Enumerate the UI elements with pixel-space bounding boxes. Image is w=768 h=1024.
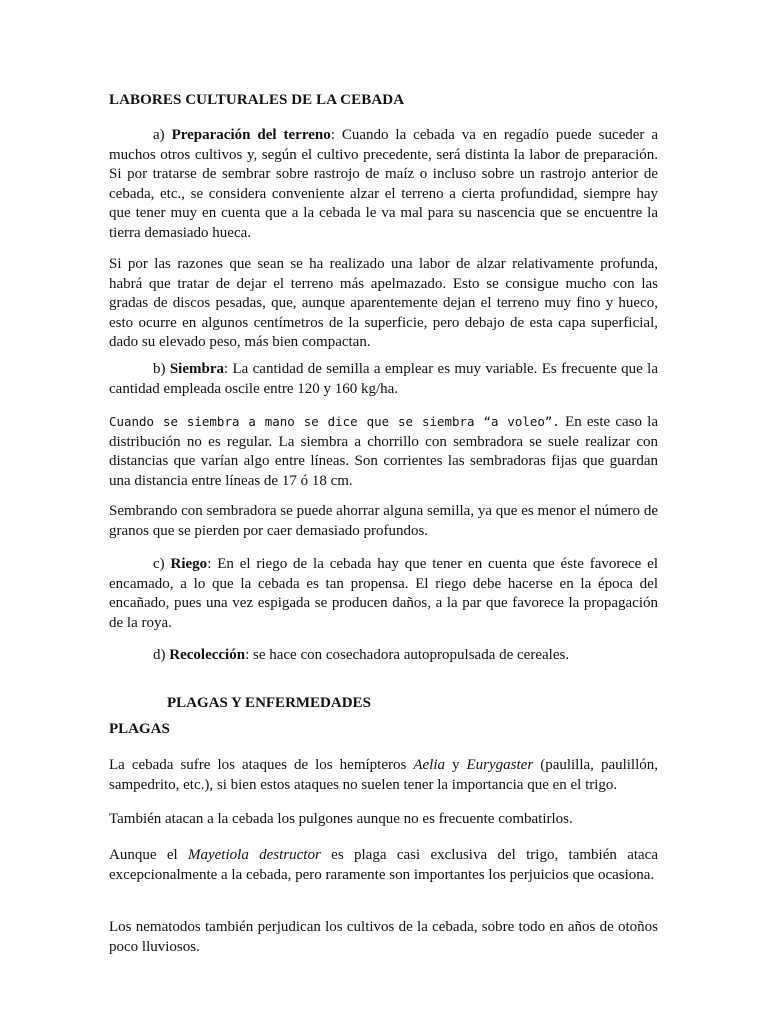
species-name: Eurygaster xyxy=(466,757,534,773)
paragraph-text: : Cuando la cebada va en regadío puede suceder a muchos otros cultivos y, según el cultivo precedente, será distinta la labor de preparación. Si por tratarse de sembrar sobre rastrojo de maíz o incluso sobre un rastrojo anterior de cebada, etc., se considera conveniente alzar el terreno a cierta profundidad, siempre hay que tener muy en cuenta que a la cebada le va mal para su nascencia que se encuentre la tierra demasiado hueca. xyxy=(109,127,659,241)
paragraph-text: La cebada sufre los ataques de los hemípteros xyxy=(109,757,414,773)
paragraph-siembra-3: Sembrando con sembradora se puede ahorrar alguna semilla, ya que es menor el número de granos que se pierden por caer demasiado profundos. xyxy=(109,503,658,539)
item-heading: Preparación del terreno xyxy=(171,127,331,143)
paragraph-plagas-2: También atacan a la cebada los pulgones aunque no es frecuente combatirlos. xyxy=(109,811,573,827)
section-title: PLAGAS Y ENFERMEDADES xyxy=(167,695,371,711)
document-title: LABORES CULTURALES DE LA CEBADA xyxy=(109,92,405,108)
paragraph-text: (paulilla, paulillón, sampedrito, etc.), si bien estos ataques no suelen tener la importancia que en el trigo. xyxy=(109,757,659,793)
paragraph-preparacion-2: Si por las razones que sean se ha realizado una labor de alzar relativamente profunda, habrá que tratar de dejar el terreno más apelmazado. Esto se consigue mucho con las gradas de discos pesadas, que, aunque aparentemente dejan el terreno muy fino y hueco, esto ocurre en algunos centímetros de la superficie, pero debajo de esta capa superficial, dado su elevado peso, más bien compactan. xyxy=(109,256,658,350)
item-heading: Recolección xyxy=(169,647,246,663)
paragraph-text: y xyxy=(444,757,467,773)
paragraph-text: es plaga casi exclusiva del trigo, también ataca excepcionalmente a la cebada, pero raramente son importantes los perjuicios que ocasiona. xyxy=(109,847,658,883)
species-name: Mayetiola destructor xyxy=(188,847,321,863)
item-label: b) xyxy=(153,361,170,377)
paragraph-text: Aunque el xyxy=(109,847,188,863)
item-label: a) xyxy=(153,127,172,143)
subheading-plagas: PLAGAS xyxy=(109,721,170,737)
paragraph-plagas-1 xyxy=(109,756,658,795)
species-name: Aelia xyxy=(413,757,445,773)
paragraph-text: : En el riego de la cebada hay que tener en cuenta que éste favorece el encamado, a lo que la cebada es tan propensa. El riego debe hacerse en la época del encañado, pues una vez espigada se producen daños, a la par que favorece la propagación de la roya. xyxy=(109,556,659,631)
item-label: d) xyxy=(153,647,170,663)
item-label: c) xyxy=(153,556,171,572)
monospace-sentence: Cuando se siembra a mano se dice que se siembra “a voleo”. xyxy=(109,414,560,429)
item-heading: Siembra xyxy=(169,361,224,377)
paragraph-plagas-4: Los nematodos también perjudican los cultivos de la cebada, sobre todo en años de otoños poco lluviosos. xyxy=(109,919,658,955)
paragraph-preparacion xyxy=(109,126,658,243)
paragraph-siembra xyxy=(109,360,658,399)
paragraph-siembra-2 xyxy=(109,412,658,491)
paragraph-recoleccion xyxy=(109,646,658,666)
item-heading: Riego xyxy=(170,556,208,572)
document-page xyxy=(109,0,658,1024)
paragraph-plagas-3 xyxy=(109,846,658,885)
paragraph-text: En este caso la distribución no es regular. La siembra a chorrillo con sembradora se suele realizar con distancias que varían algo entre líneas. Son corrientes las sembradoras fijas que guardan una distancia entre líneas de 17 ó 18 cm. xyxy=(109,414,658,489)
paragraph-text: : se hace con cosechadora autopropulsada de cereales. xyxy=(245,647,570,663)
paragraph-riego xyxy=(109,555,658,633)
paragraph-text: : La cantidad de semilla a emplear es muy variable. Es frecuente que la cantidad empleada oscile entre 120 y 160 kg/ha. xyxy=(109,361,658,397)
